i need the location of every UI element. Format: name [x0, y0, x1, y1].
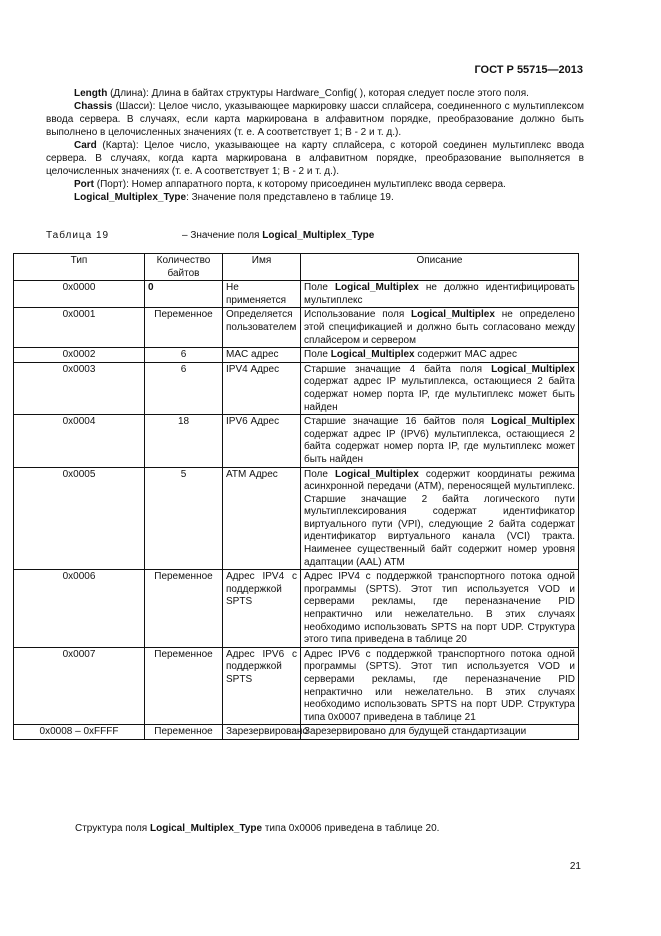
- table-header-row: [14, 254, 579, 281]
- header-name: Имя: [223, 254, 301, 281]
- header-count: Количество байтов: [145, 254, 223, 281]
- cell-type: 0x0006: [14, 570, 145, 648]
- page-number: 21: [569, 861, 581, 872]
- table-row: [14, 281, 579, 308]
- cell-type: 0x0000: [14, 281, 145, 308]
- cell-name: Определяется пользователем: [223, 308, 301, 348]
- cell-type: 0x0005: [14, 467, 145, 570]
- cell-description: Зарезервировано для будущей стандартизации: [301, 725, 579, 740]
- cell-description: Поле Logical_Multiplex содержит координаты режима асинхронной передачи (ATM), переносящей мультиплекс. Старшие значащие 2 байта логического пути мультиплексирования содержат идентификатор виртуального пути (VPI), следующие 2 байта содержат идентификатор виртуального канала (VCI) тракта. Наименее существенный байт содержит номер уровня адаптации (AAL) ATM: [301, 467, 579, 570]
- table-title: – Значение поля Logical_Multiplex_Type: [182, 230, 375, 241]
- body-text: [46, 87, 584, 204]
- cell-name: Зарезервировано: [223, 725, 301, 740]
- table-row: [14, 362, 579, 414]
- cell-name: IPV6 Адрес: [223, 415, 301, 467]
- cell-type: 0x0003: [14, 362, 145, 414]
- cell-name: Не применяется: [223, 281, 301, 308]
- cell-name: MAC адрес: [223, 348, 301, 363]
- paragraph-type: Logical_Multiplex_Type: Значение поля представлено в таблице 19.: [74, 192, 394, 203]
- cell-type: 0x0001: [14, 308, 145, 348]
- cell-count: 6: [145, 362, 223, 414]
- paragraph-port: Port (Порт): Номер аппаратного порта, к которому присоединен мультиплекс ввода сервера.: [74, 179, 506, 190]
- cell-count: 18: [145, 415, 223, 467]
- cell-count: 6: [145, 348, 223, 363]
- cell-type: 0x0007: [14, 647, 145, 725]
- table-label: Таблица 19: [46, 230, 110, 241]
- cell-name: Адрес IPV6 с поддержкой SPTS: [223, 647, 301, 725]
- cell-name: IPV4 Адрес: [223, 362, 301, 414]
- table-row: [14, 308, 579, 348]
- cell-type: 0x0008 – 0xFFFF: [14, 725, 145, 740]
- cell-count: Переменное: [145, 725, 223, 740]
- paragraph-chassis: Chassis (Шасси): Целое число, указывающее маркировку шасси сплайсера, соединенного с мультиплексом ввода сервера. В случаях, если карта маркирована в алфавитном порядке, преобразование должно быть выполнено в целочисленных значениях (т. е. A соответствует 1; B - 2 и т. д.).: [46, 101, 584, 138]
- cell-description: Адрес IPV6 с поддержкой транспортного потока одной программы (SPTS). Этот тип используется VOD и серверами рекламы, где переназначение PID непрактично или нежелательно. В этих случаях необходимо использовать SPTS на порт UDP. Структура типа 0x0007 приведена в таблице 21: [301, 647, 579, 725]
- cell-description: Адрес IPV4 с поддержкой транспортного потока одной программы (SPTS). Этот тип используется VOD и серверами рекламы, где переназначение PID непрактично или нежелательно. В этих случаях необходимо использовать SPTS на порт UDP. Структура этого типа приведена в таблице 20: [301, 570, 579, 648]
- footer-note: Структура поля Logical_Multiplex_Type типа 0x0006 приведена в таблице 20.: [75, 823, 440, 834]
- cell-type: 0x0002: [14, 348, 145, 363]
- cell-count: 5: [145, 467, 223, 570]
- cell-description: Старшие значащие 4 байта поля Logical_Multiplex содержат адрес IP мультиплекса, остающиеся 2 байта содержат номер порта IP, где мультиплекс может быть найден: [301, 362, 579, 414]
- cell-count: Переменное: [145, 647, 223, 725]
- cell-name: Адрес IPV4 с поддержкой SPTS: [223, 570, 301, 648]
- cell-description: Старшие значащие 16 байтов поля Logical_Multiplex содержат адрес IP (IPV6) мультиплекса, остающиеся 2 байта содержат номер порта IP, где мультиплекс может быть найден: [301, 415, 579, 467]
- paragraph-card: Card (Карта): Целое число, указывающее на карту сплайсера, с которой соединен мультиплекс ввода сервера. В случаях, когда карта маркирована в алфавитном порядке, преобразование выполняется в целочисленных значениях (т. е. A соответствует 1; B - 2 и т. д.).: [46, 140, 584, 177]
- cell-count: 0: [145, 281, 223, 308]
- header-description: Описание: [301, 254, 579, 281]
- cell-description: Поле Logical_Multiplex содержит MAC адрес: [301, 348, 579, 363]
- paragraph-length: Length (Длина): Длина в байтах структуры Hardware_Config( ), которая следует после этого поля.: [74, 88, 529, 99]
- cell-count: Переменное: [145, 308, 223, 348]
- cell-type: 0x0004: [14, 415, 145, 467]
- table-row: [14, 570, 579, 648]
- table-row: [14, 467, 579, 570]
- table-caption: [46, 230, 375, 241]
- table-row: [14, 725, 579, 740]
- header-type: Тип: [14, 254, 145, 281]
- document-id: ГОСТ Р 55715—2013: [474, 64, 583, 76]
- field-values-table: [13, 253, 579, 740]
- table-row: [14, 348, 579, 363]
- cell-description: Поле Logical_Multiplex не должно идентифицировать мультиплекс: [301, 281, 579, 308]
- cell-description: Использование поля Logical_Multiplex не определено этой спецификацией и должно быть согласовано между сплайсером и сервером: [301, 308, 579, 348]
- cell-name: ATM Адрес: [223, 467, 301, 570]
- cell-count: Переменное: [145, 570, 223, 648]
- table-row: [14, 647, 579, 725]
- table-row: [14, 415, 579, 467]
